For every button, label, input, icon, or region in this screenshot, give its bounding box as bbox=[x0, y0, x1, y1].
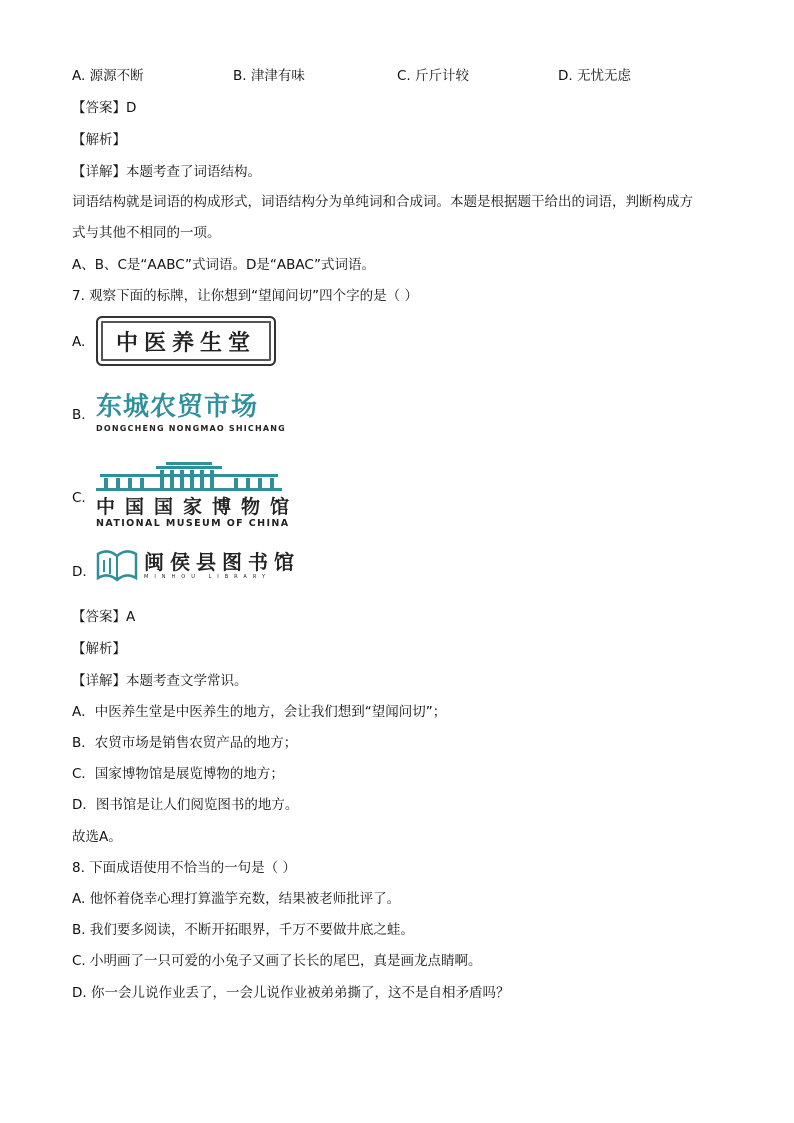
signboard-text: 中医养生堂 bbox=[115, 329, 256, 356]
q6-analysis-label: 【解析】 bbox=[72, 132, 126, 148]
option-letter: B. bbox=[72, 407, 86, 423]
library-logo bbox=[96, 548, 300, 582]
q6-option-d: D. 无忧无虑 bbox=[558, 68, 631, 84]
museum-logo bbox=[96, 462, 299, 529]
q6-option-c: C. 斤斤计较 bbox=[397, 68, 470, 84]
option-letter: A. bbox=[72, 334, 86, 350]
museum-logo-en: NATIONAL MUSEUM OF CHINA bbox=[96, 518, 290, 529]
market-logo-cn: 东城农贸市场 bbox=[96, 392, 259, 422]
option-letter: C. bbox=[72, 490, 86, 506]
q6-para1-line2: 式与其他不相同的一项。 bbox=[72, 225, 221, 241]
q8-option-c: C. 小明画了一只可爱的小兔子又画了长长的尾巴，真是画龙点睛啊。 bbox=[72, 953, 482, 969]
q6-option-a: A. 源源不断 bbox=[72, 68, 144, 84]
option-letter: D. bbox=[72, 564, 87, 580]
library-logo-cn: 闽侯县图书馆 bbox=[144, 550, 300, 574]
q8-option-d: D. 你一会儿说作业丢了，一会儿说作业被弟弟撕了，这不是自相矛盾吗？ bbox=[72, 985, 510, 1001]
museum-building-icon bbox=[96, 462, 282, 492]
q7-option-c bbox=[72, 462, 372, 532]
q6-detail: 【详解】本题考查了词语结构。 bbox=[72, 164, 261, 180]
q7-explain-b: B．农贸市场是销售农贸产品的地方； bbox=[72, 735, 298, 751]
tcm-clinic-signboard bbox=[96, 316, 276, 366]
library-logo-en: MINHOU LIBRARY bbox=[144, 574, 272, 580]
q8-question: 8. 下面成语使用不恰当的一句是（ ） bbox=[72, 860, 296, 876]
q7-analysis-label: 【解析】 bbox=[72, 641, 126, 657]
q8-option-a: A. 他怀着侥幸心理打算滥竽充数，结果被老师批评了。 bbox=[72, 891, 401, 907]
q7-explain-d: D．图书馆是让人们阅览图书的地方。 bbox=[72, 797, 299, 813]
q7-answer: 【答案】A bbox=[72, 609, 136, 625]
q7-explain-c: C．国家博物馆是展览博物的地方； bbox=[72, 766, 284, 782]
q7-option-b bbox=[72, 392, 372, 442]
q8-option-b: B. 我们要多阅读，不断开拓眼界，千万不要做井底之蛙。 bbox=[72, 922, 414, 938]
q6-para1-line1: 词语结构就是词语的构成形式，词语结构分为单纯词和合成词。本题是根据题干给出的词语，判断构成方 bbox=[72, 194, 693, 210]
market-logo bbox=[96, 392, 286, 433]
q7-detail: 【详解】本题考查文学常识。 bbox=[72, 673, 248, 689]
open-book-icon bbox=[96, 548, 138, 582]
q6-option-b: B. 津津有味 bbox=[233, 68, 305, 84]
museum-logo-cn: 中国国家博物馆 bbox=[96, 496, 300, 518]
q7-option-d bbox=[72, 546, 372, 586]
q7-question: 7. 观察下面的标牌，让你想到“望闻问切”四个字的是（ ） bbox=[72, 288, 418, 304]
q6-para2: A、B、C是“AABC”式词语。D是“ABAC”式词语。 bbox=[72, 257, 376, 273]
market-logo-en: DONGCHENG NONGMAO SHICHANG bbox=[96, 424, 286, 433]
q7-explain-a: A．中医养生堂是中医养生的地方，会让我们想到“望闻问切”； bbox=[72, 704, 447, 720]
q6-answer: 【答案】D bbox=[72, 100, 137, 116]
q7-option-a bbox=[72, 316, 372, 368]
q7-conclusion: 故选A。 bbox=[72, 829, 122, 845]
